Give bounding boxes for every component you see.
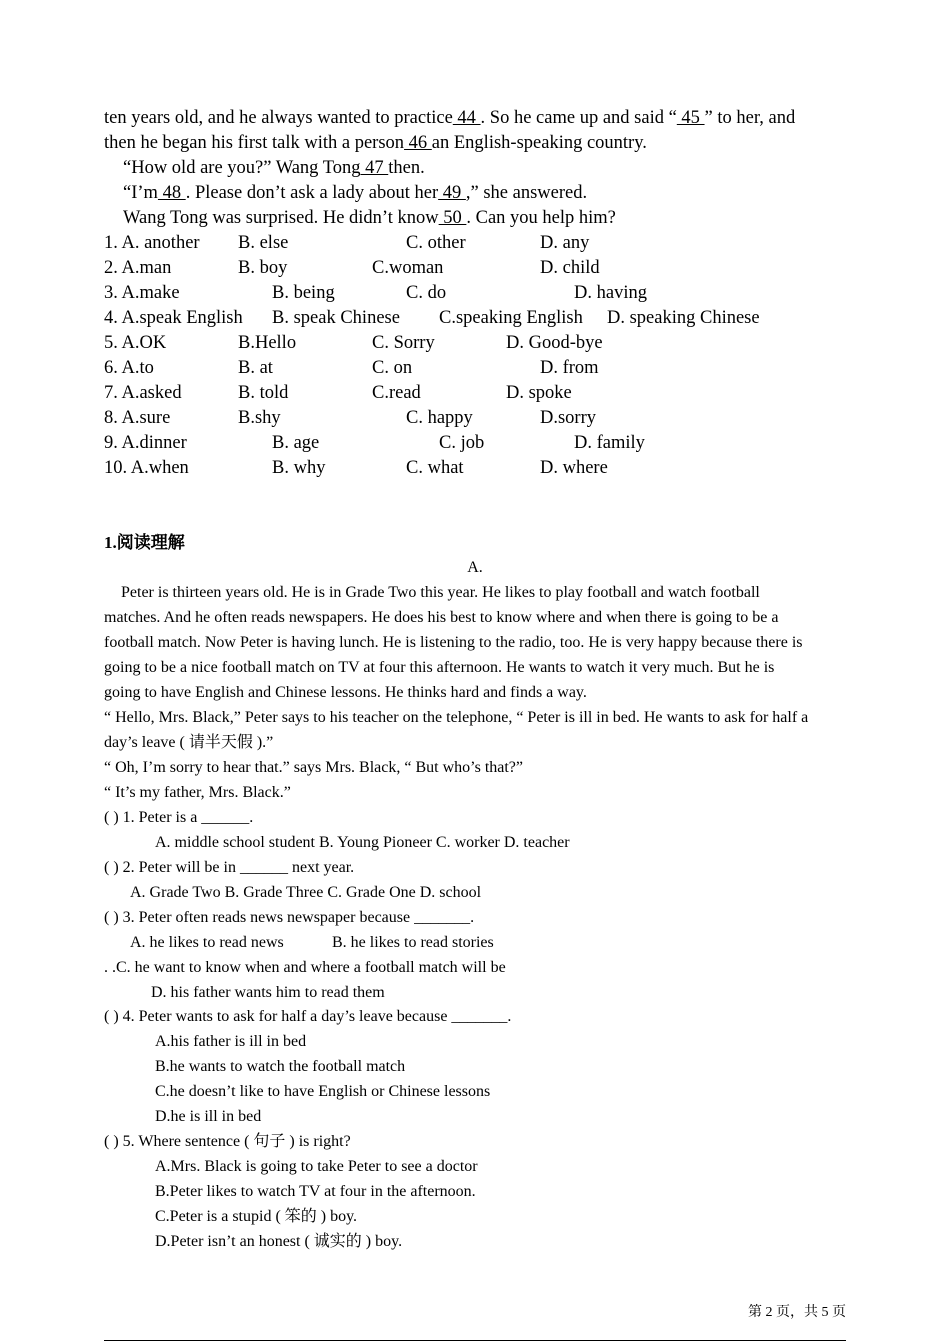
option-d: D. having (574, 283, 647, 303)
option-d: D. Good-bye (506, 333, 603, 353)
blank-45: 45 (676, 108, 705, 128)
question-4-option-b: B.he wants to watch the football match (155, 1058, 406, 1075)
option-c: C. what (406, 458, 464, 478)
question-3: ( ) 3. Peter often reads news newspaper because _______. (104, 909, 475, 926)
footer-divider (104, 1340, 846, 1341)
question-2-options: A. Grade Two B. Grade Three C. Grade One D. school (130, 884, 482, 901)
text: then he began his first talk with a person (104, 133, 405, 153)
section-heading: 1.阅读理解 (104, 533, 185, 552)
text: . Can you help him? (466, 208, 616, 228)
blank-50: 50 (438, 208, 467, 228)
option-b: B. why (272, 458, 326, 478)
option-d: D. family (574, 433, 645, 453)
blank-46: 46 (404, 133, 432, 153)
option-b: B. else (238, 233, 289, 253)
paragraph-line: “ Hello, Mrs. Black,” Peter says to his teacher on the telephone, “ Peter is ill in bed. He wants to ask for half a (104, 709, 809, 726)
option-d: D. any (540, 233, 590, 253)
question-2: ( ) 2. Peter will be in ______ next year. (104, 859, 355, 876)
cloze-line-2 (104, 131, 647, 156)
option-c: C. other (406, 233, 466, 253)
question-3-option-a: A. he likes to read news (130, 934, 284, 951)
text: “I’m (123, 183, 158, 203)
text: . Please don’t ask a lady about her (185, 183, 439, 203)
question-1-options: A. middle school student B. Young Pioneer C. worker D. teacher (155, 834, 570, 851)
question-5-option-a: A.Mrs. Black is going to take Peter to see a doctor (155, 1158, 478, 1175)
option-b: B. at (238, 358, 273, 378)
question-5-option-b: B.Peter likes to watch TV at four in the afternoon. (155, 1183, 476, 1200)
paragraph-line: going to be a nice football match on TV at four this afternoon. He wants to watch it very much. But he is (104, 659, 775, 676)
option-c: C.read (372, 383, 421, 403)
cloze-line-3 (123, 156, 425, 181)
question-3-option-b: B. he likes to read stories (332, 934, 494, 951)
paragraph-line: going to have English and Chinese lessons. He thinks hard and finds a way. (104, 684, 587, 701)
option-a: 7. A.asked (104, 383, 182, 403)
text: ten years old, and he always wanted to practice (104, 108, 453, 128)
option-b: B. age (272, 433, 320, 453)
cloze-line-1 (104, 106, 795, 131)
option-b: B. told (238, 383, 289, 403)
paragraph-line: Peter is thirteen years old. He is in Grade Two this year. He likes to play football and watch football (121, 584, 760, 601)
option-a: 10. A.when (104, 458, 189, 478)
option-a: 2. A.man (104, 258, 172, 278)
question-4-option-d: D.he is ill in bed (155, 1108, 262, 1125)
page-number: 第 2 页，共 5 页 (748, 1305, 846, 1320)
cloze-line-4 (123, 181, 587, 206)
question-5-option-c: C.Peter is a stupid ( 笨的 ) boy. (155, 1208, 358, 1225)
blank-48: 48 (157, 183, 186, 203)
option-b: B. speak Chinese (272, 308, 400, 328)
passage-label: A. (467, 559, 483, 576)
option-c: C. do (406, 283, 447, 303)
blank-44: 44 (452, 108, 481, 128)
text: ,” she answered. (465, 183, 588, 203)
blank-47: 47 (360, 158, 389, 178)
paragraph-line: “ Oh, I’m sorry to hear that.” says Mrs. Black, “ But who’s that?” (104, 759, 524, 776)
option-c: C. job (439, 433, 485, 453)
question-5: ( ) 5. Where sentence ( 句子 ) is right? (104, 1133, 351, 1150)
option-a: 8. A.sure (104, 408, 171, 428)
option-d: D. from (540, 358, 599, 378)
option-b: B.shy (238, 408, 281, 428)
question-4-option-a: A.his father is ill in bed (155, 1033, 307, 1050)
blank-49: 49 (438, 183, 466, 203)
text: then. (388, 158, 425, 178)
option-a: 9. A.dinner (104, 433, 187, 453)
question-3-option-c: . .C. he want to know when and where a football match will be (104, 959, 506, 976)
cloze-line-5 (123, 206, 616, 231)
question-4: ( ) 4. Peter wants to ask for half a day’s leave because _______. (104, 1008, 512, 1025)
option-c: C.woman (372, 258, 444, 278)
option-d: D. where (540, 458, 608, 478)
text: . So he came up and said “ (480, 108, 677, 128)
option-d: D. spoke (506, 383, 572, 403)
text: ” to her, and (704, 108, 796, 128)
text: Wang Tong was surprised. He didn’t know (123, 208, 439, 228)
text: “How old are you?” Wang Tong (123, 158, 361, 178)
option-a: 4. A.speak English (104, 308, 243, 328)
question-1: ( ) 1. Peter is a ______. (104, 809, 254, 826)
paragraph-line: day’s leave ( 请半天假 ).” (104, 734, 274, 751)
option-b: B. being (272, 283, 335, 303)
option-a: 5. A.OK (104, 333, 167, 353)
option-d: D.sorry (540, 408, 597, 428)
question-4-option-c: C.he doesn’t like to have English or Chinese lessons (155, 1083, 491, 1100)
option-b: B. boy (238, 258, 288, 278)
question-5-option-d: D.Peter isn’t an honest ( 诚实的 ) boy. (155, 1233, 403, 1250)
paragraph-line: matches. And he often reads newspapers. He does his best to know where and when there is going to be a (104, 609, 779, 626)
paragraph-line: “ It’s my father, Mrs. Black.” (104, 784, 291, 801)
option-b: B.Hello (238, 333, 297, 353)
option-a: 1. A. another (104, 233, 200, 253)
option-c: C. happy (406, 408, 473, 428)
option-c: C.speaking English (439, 308, 583, 328)
paragraph-line: football match. Now Peter is having lunch. He is listening to the radio, too. He is very happy because there is (104, 634, 803, 651)
text: an English-speaking country. (431, 133, 647, 153)
question-3-option-d: D. his father wants him to read them (151, 984, 385, 1001)
option-a: 3. A.make (104, 283, 180, 303)
option-d: D. speaking Chinese (607, 308, 760, 328)
option-c: C. Sorry (372, 333, 435, 353)
option-c: C. on (372, 358, 413, 378)
option-d: D. child (540, 258, 600, 278)
option-a: 6. A.to (104, 358, 154, 378)
